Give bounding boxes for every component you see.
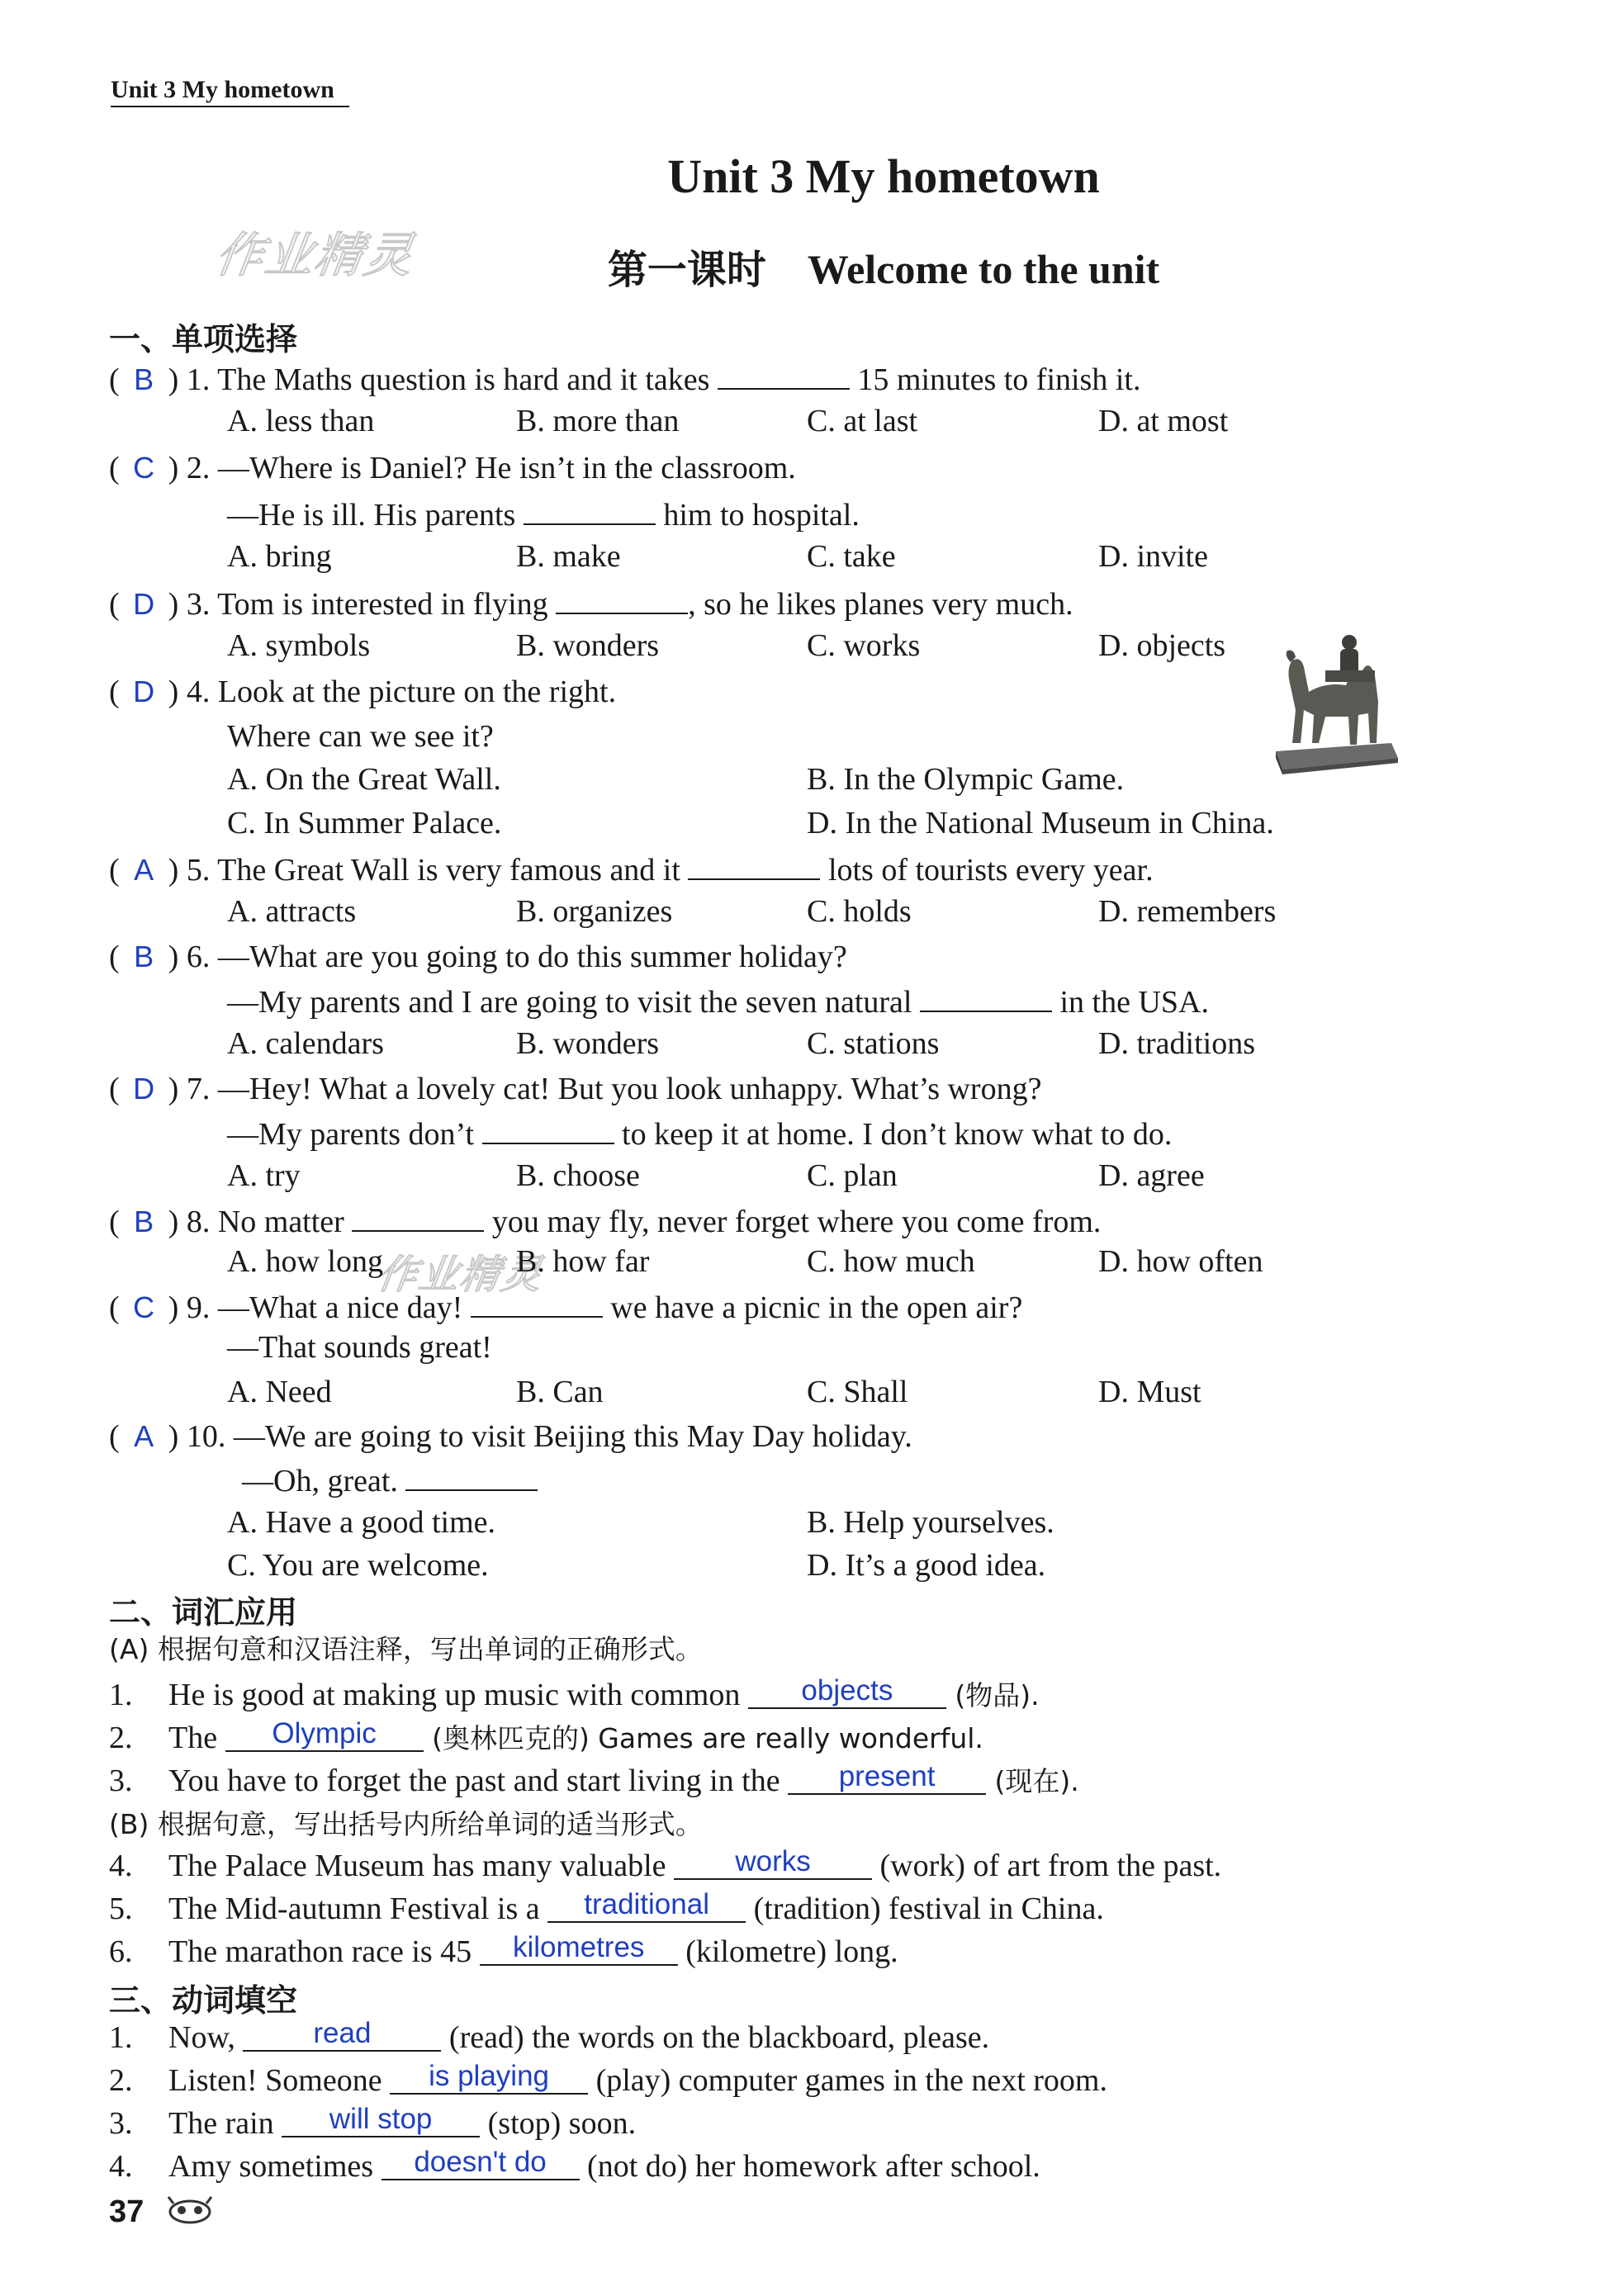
- answer-blank: [688, 850, 820, 880]
- question-7-line: —My parents don’t to keep it at home. I don’t know what to do.: [227, 1115, 1172, 1153]
- vocab-item-5: 5. The Mid-autumn Festival is a traditional (tradition) festival in China.: [109, 1888, 1104, 1926]
- option: D. Must: [1098, 1375, 1201, 1409]
- answer: A: [134, 853, 154, 887]
- question-2-line: —He is ill. His parents him to hospital.: [227, 495, 860, 533]
- answer-blank: [556, 585, 688, 614]
- option: C. You are welcome.: [227, 1548, 489, 1583]
- page-title: Unit 3 My hometown: [667, 149, 1100, 203]
- question-10: ( A ) 10. —We are going to visit Beijing this May Day holiday.: [109, 1419, 912, 1454]
- option: A. Need: [227, 1375, 332, 1409]
- page-number: 37: [109, 2194, 145, 2229]
- option: C. how much: [807, 1244, 975, 1279]
- option: C. In Summer Palace.: [227, 806, 502, 840]
- option: D. at most: [1098, 404, 1229, 438]
- vocab-item-6: 6. The marathon race is 45 kilometres (kilometre) long.: [109, 1931, 898, 1969]
- verb-item-4: 4. Amy sometimes doesn't do (not do) her homework after school.: [109, 2146, 1040, 2184]
- part-a-instruction: (A) 根据句意和汉语注释，写出单词的正确形式。: [109, 1633, 703, 1665]
- section-heading: 二、词汇应用: [109, 1594, 298, 1631]
- answer: A: [134, 1419, 154, 1453]
- question-5: ( A ) 5. The Great Wall is very famous and it lots of tourists every year.: [109, 850, 1154, 888]
- question-9: ( C ) 9. —What a nice day! we have a picnic in the open air?: [109, 1288, 1022, 1326]
- question-3: ( D ) 3. Tom is interested in flying , so he likes planes very much.: [109, 585, 1073, 623]
- option: D. It’s a good idea.: [807, 1548, 1046, 1583]
- mascot-icon: [165, 2192, 215, 2225]
- filled-answer: doesn't do: [381, 2146, 580, 2180]
- option: A. bring: [227, 539, 332, 574]
- vocab-item-4: 4. The Palace Museum has many valuable works (work) of art from the past.: [109, 1845, 1222, 1883]
- vocab-item-1: 1. He is good at making up music with common objects (物品).: [109, 1674, 1040, 1712]
- tang-camel-sculpture-image: [1268, 627, 1400, 776]
- filled-answer: will stop: [282, 2103, 480, 2137]
- option: A. try: [227, 1158, 301, 1193]
- part-b-instruction: (B) 根据句意，写出括号内所给单词的适当形式。: [109, 1808, 703, 1840]
- option: C. Shall: [807, 1375, 908, 1409]
- watermark-logo: 作业精灵: [211, 227, 419, 283]
- running-header: Unit 3 My hometown: [111, 76, 349, 107]
- option: B. choose: [516, 1158, 640, 1193]
- option: B. more than: [516, 404, 680, 438]
- verb-item-1: 1. Now, read (read) the words on the blackboard, please.: [109, 2017, 990, 2055]
- option: D. In the National Museum in China.: [807, 806, 1274, 840]
- option: B. how far: [516, 1244, 650, 1279]
- lesson-title-cn: 第一课时: [607, 247, 766, 293]
- answer-blank: [920, 982, 1052, 1012]
- option: B. wonders: [516, 628, 660, 663]
- answer-blank: [352, 1202, 484, 1232]
- question-10-line: —Oh, great.: [242, 1461, 538, 1499]
- answer: D: [133, 675, 155, 708]
- option: A. On the Great Wall.: [227, 762, 501, 797]
- option: D. objects: [1098, 628, 1226, 663]
- answer: C: [133, 451, 155, 485]
- option: B. organizes: [516, 894, 673, 929]
- filled-answer: kilometres: [480, 1931, 678, 1966]
- question-8: ( B ) 8. No matter you may fly, never forget where you come from.: [109, 1202, 1101, 1240]
- option: C. works: [807, 628, 921, 663]
- option: D. how often: [1098, 1244, 1263, 1279]
- answer: B: [134, 1205, 154, 1238]
- filled-answer: objects: [748, 1674, 946, 1709]
- watermark-logo: 作业精灵: [374, 1252, 547, 1298]
- question-9-line: —That sounds great!: [227, 1330, 492, 1365]
- filled-answer: present: [788, 1760, 986, 1795]
- question-2: ( C ) 2. —Where is Daniel? He isn’t in the classroom.: [109, 451, 796, 485]
- option: A. Have a good time.: [227, 1505, 496, 1540]
- option: B. make: [516, 539, 621, 574]
- answer: C: [133, 1290, 155, 1324]
- option: A. how long: [227, 1244, 383, 1279]
- question-4: ( D ) 4. Look at the picture on the right.: [109, 675, 617, 709]
- answer: B: [134, 940, 154, 973]
- filled-answer: Olympic: [225, 1717, 424, 1752]
- option: C. at last: [807, 404, 918, 438]
- option: B. In the Olympic Game.: [807, 762, 1125, 797]
- verb-item-3: 3. The rain will stop (stop) soon.: [109, 2103, 637, 2141]
- section-heading: 三、动词填空: [109, 1982, 298, 2019]
- option: A. attracts: [227, 894, 357, 929]
- vocab-item-3: 3. You have to forget the past and start living in the present (现在).: [109, 1760, 1079, 1798]
- option: C. holds: [807, 894, 912, 929]
- option: A. symbols: [227, 628, 371, 663]
- option: D. remembers: [1098, 894, 1277, 929]
- answer: D: [133, 1072, 155, 1105]
- filled-answer: is playing: [390, 2060, 588, 2095]
- option: C. stations: [807, 1026, 940, 1061]
- answer-blank: [471, 1288, 603, 1318]
- filled-answer: traditional: [547, 1888, 746, 1923]
- answer: B: [134, 362, 154, 396]
- option: A. less than: [227, 404, 375, 438]
- question-1: ( B ) 1. The Maths question is hard and it takes 15 minutes to finish it.: [109, 360, 1140, 398]
- question-7: ( D ) 7. —Hey! What a lovely cat! But you look unhappy. What’s wrong?: [109, 1072, 1042, 1106]
- section-heading: 一、单项选择: [109, 321, 298, 357]
- option: B. Can: [516, 1375, 604, 1409]
- option: A. calendars: [227, 1026, 384, 1061]
- question-6: ( B ) 6. —What are you going to do this summer holiday?: [109, 940, 847, 974]
- option: C. take: [807, 539, 896, 574]
- answer-blank: [482, 1115, 614, 1144]
- option: D. invite: [1098, 539, 1208, 574]
- option: C. plan: [807, 1158, 898, 1193]
- question-6-line: —My parents and I are going to visit the seven natural in the USA.: [227, 982, 1209, 1020]
- filled-answer: read: [243, 2017, 441, 2052]
- lesson-title-en: Welcome to the unit: [807, 246, 1160, 292]
- option: D. agree: [1098, 1158, 1205, 1193]
- answer-blank: [405, 1461, 538, 1491]
- answer-blank: [524, 495, 656, 525]
- answer: D: [133, 587, 155, 621]
- verb-item-2: 2. Listen! Someone is playing (play) computer games in the next room.: [109, 2060, 1107, 2098]
- question-4-line: Where can we see it?: [227, 719, 494, 754]
- vocab-item-2: 2. The Olympic (奥林匹克的) Games are really wonderful.: [109, 1717, 983, 1755]
- answer-blank: [718, 360, 850, 390]
- option: D. traditions: [1098, 1026, 1255, 1061]
- option: B. wonders: [516, 1026, 660, 1061]
- option: B. Help yourselves.: [807, 1505, 1054, 1540]
- filled-answer: works: [674, 1845, 872, 1880]
